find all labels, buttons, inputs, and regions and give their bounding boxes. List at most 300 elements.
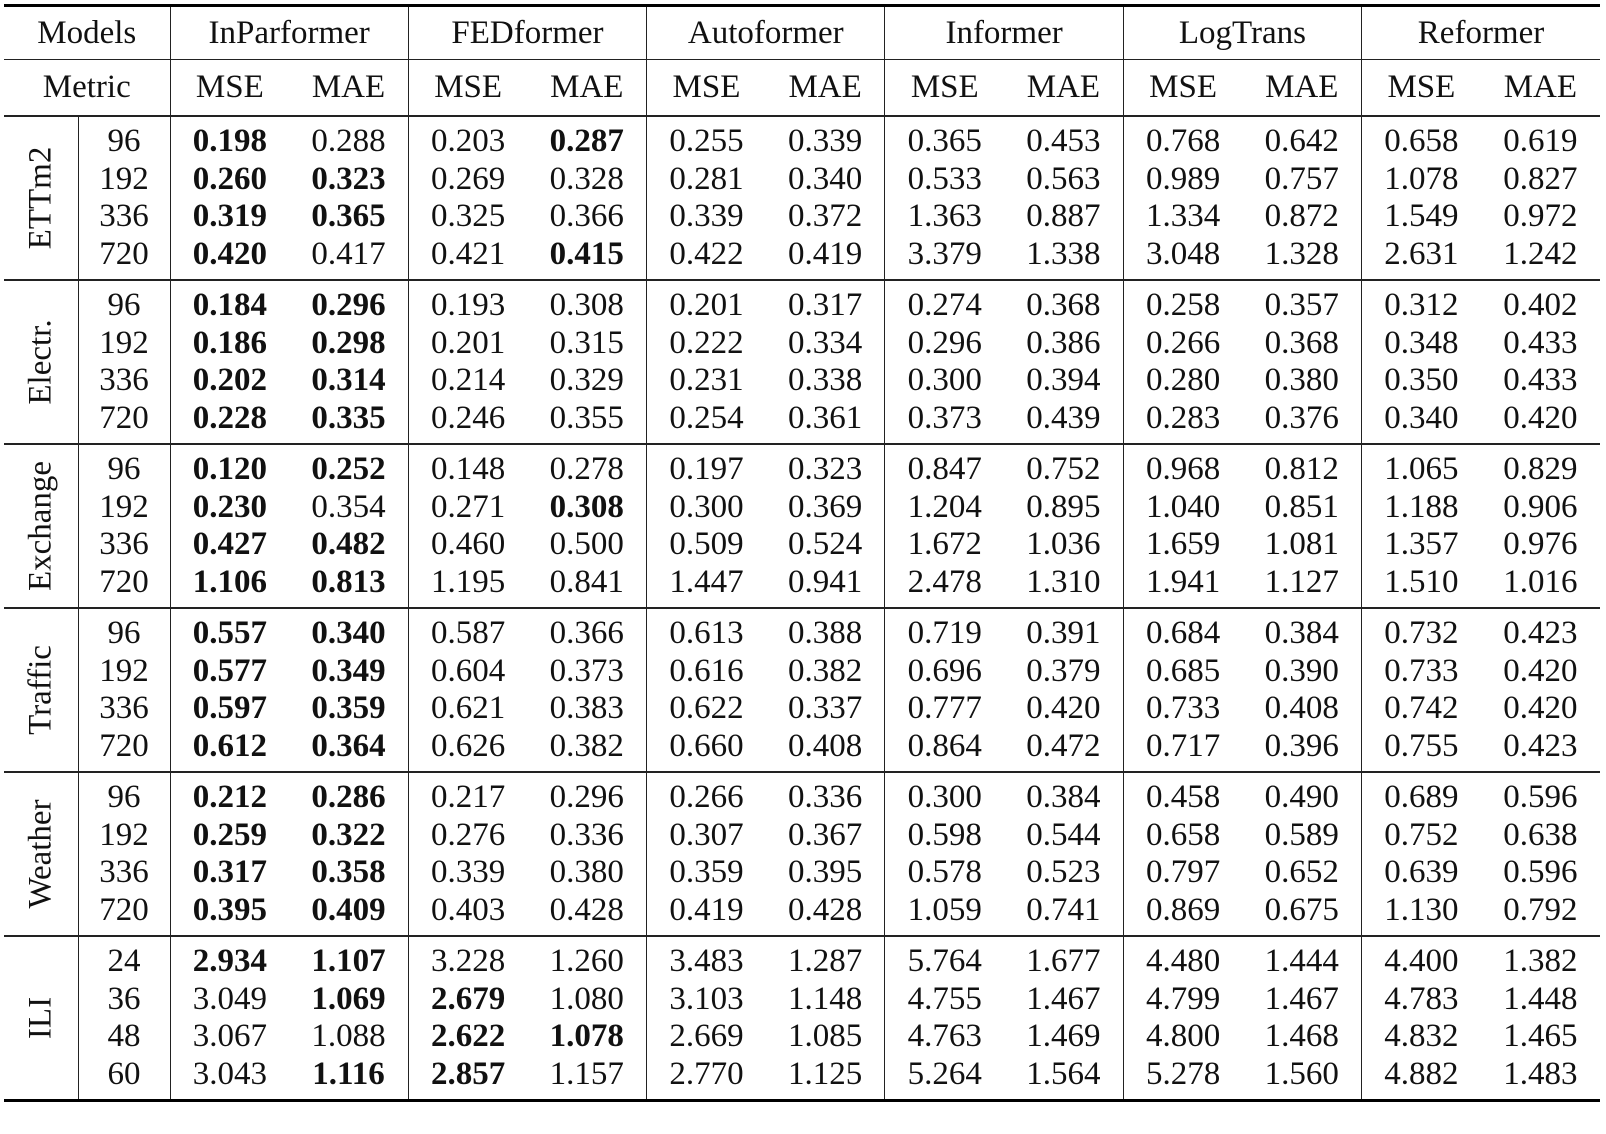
mae-value-cell: 0.619	[1481, 116, 1600, 161]
mae-value-cell: 0.298	[311, 324, 386, 361]
table-row	[4, 690, 1600, 728]
mse-value-cell: 0.847	[885, 444, 1004, 489]
dataset-label: Weather	[22, 799, 59, 909]
mae-value-cell: 1.157	[549, 1055, 624, 1092]
mae-value-cell: 1.287	[766, 936, 885, 981]
mae-value-cell: 1.560	[1264, 1055, 1339, 1092]
table-row	[4, 1056, 1600, 1101]
table-row	[4, 608, 1600, 653]
mae-value-cell: 0.391	[1004, 608, 1123, 653]
mae-value-cell: 0.365	[311, 198, 386, 235]
mae-value-cell: 0.355	[549, 399, 624, 436]
mse-value-cell: 2.770	[647, 1056, 766, 1101]
mae-value-cell: 0.395	[787, 854, 863, 891]
mae-value-cell: 0.563	[1026, 160, 1101, 197]
mse-value-cell: 0.283	[1123, 400, 1242, 445]
horizon-cell: 336	[78, 690, 170, 728]
mae-value-cell: 0.895	[1026, 488, 1101, 525]
mae-value-cell: 0.976	[1503, 526, 1578, 563]
mse-value-cell: 0.658	[1123, 817, 1242, 855]
mse-value-cell: 1.334	[1123, 198, 1242, 236]
mse-value-cell: 0.578	[885, 854, 1004, 892]
mse-value-cell: 4.832	[1362, 1018, 1481, 1056]
mae-value-cell: 0.335	[311, 399, 386, 436]
mse-value-cell: 0.989	[1123, 161, 1242, 199]
mae-value-cell: 0.812	[1242, 444, 1361, 489]
mse-value-cell: 0.612	[170, 728, 289, 773]
mse-value-cell: 0.319	[170, 198, 289, 236]
mae-value-cell: 0.354	[311, 488, 386, 525]
mse-value-cell: 0.621	[408, 690, 527, 728]
mse-value-cell: 0.339	[408, 854, 527, 892]
mae-value-cell: 0.364	[311, 727, 386, 764]
mse-value-cell: 2.669	[647, 1018, 766, 1056]
mse-value-cell: 0.201	[647, 280, 766, 325]
table-row	[4, 526, 1600, 564]
horizon-cell: 192	[78, 489, 170, 527]
table-row	[4, 981, 1600, 1019]
mae-value-cell: 0.336	[766, 772, 885, 817]
mse-value-cell: 1.059	[885, 892, 1004, 937]
model-header-reformer: Reformer	[1362, 6, 1600, 60]
mae-value-cell: 0.433	[1503, 362, 1578, 399]
mse-value-cell: 0.307	[647, 817, 766, 855]
mae-value-cell: 0.384	[1242, 608, 1361, 653]
mae-value-cell: 1.465	[1503, 1018, 1578, 1055]
mse-value-cell: 0.777	[885, 690, 1004, 728]
mae-value-cell: 0.380	[549, 854, 624, 891]
mse-value-cell: 0.598	[885, 817, 1004, 855]
mse-value-cell: 4.480	[1123, 936, 1242, 981]
horizon-cell: 96	[78, 116, 170, 161]
table-row	[4, 854, 1600, 892]
mse-value-cell: 4.763	[885, 1018, 1004, 1056]
mse-value-cell: 0.719	[885, 608, 1004, 653]
mse-value-cell: 0.193	[408, 280, 527, 325]
horizon-cell: 720	[78, 236, 170, 281]
mse-value-cell: 0.685	[1123, 653, 1242, 691]
table-row	[4, 444, 1600, 489]
mae-value-cell: 0.757	[1264, 160, 1339, 197]
mse-value-cell: 0.214	[408, 362, 527, 400]
mae-value-cell: 0.366	[527, 608, 646, 653]
mse-value-cell: 0.266	[1123, 325, 1242, 363]
mae-value-cell: 0.408	[1264, 690, 1339, 727]
mse-value-cell: 4.755	[885, 981, 1004, 1019]
mse-value-cell: 0.864	[885, 728, 1004, 773]
mae-value-cell: 0.906	[1503, 488, 1578, 525]
horizon-cell: 720	[78, 892, 170, 937]
horizon-cell: 96	[78, 772, 170, 817]
mae-value-cell: 0.390	[1264, 652, 1339, 689]
table-row	[4, 400, 1600, 445]
mae-value-cell: 0.382	[787, 652, 863, 689]
mae-value-cell: 0.373	[549, 652, 624, 689]
mse-value-cell: 0.186	[170, 325, 289, 363]
mae-value-cell: 0.357	[1242, 280, 1361, 325]
mae-value-cell: 0.589	[1264, 816, 1339, 853]
mae-value-cell: 0.386	[1026, 324, 1101, 361]
mae-value-cell: 0.423	[1481, 608, 1600, 653]
mse-value-cell: 0.300	[885, 362, 1004, 400]
mse-value-cell: 0.597	[170, 690, 289, 728]
mse-value-cell: 1.447	[647, 564, 766, 609]
model-header-inparformer: InParformer	[170, 6, 408, 60]
table-row	[4, 236, 1600, 281]
mse-value-cell: 3.379	[885, 236, 1004, 281]
horizon-cell: 96	[78, 280, 170, 325]
mse-value-cell: 0.460	[408, 526, 527, 564]
mae-value-cell: 0.317	[766, 280, 885, 325]
horizon-cell: 720	[78, 564, 170, 609]
mse-value-cell: 0.420	[170, 236, 289, 281]
mse-value-cell: 0.458	[1123, 772, 1242, 817]
mse-value-cell: 1.941	[1123, 564, 1242, 609]
mae-value-cell: 0.409	[311, 891, 386, 928]
mae-value-cell: 1.148	[787, 980, 863, 1017]
mae-value-cell: 1.338	[1026, 235, 1101, 272]
table-row	[4, 280, 1600, 325]
mse-value-cell: 3.483	[647, 936, 766, 981]
mae-value-cell: 0.596	[1481, 772, 1600, 817]
mae-value-cell: 0.490	[1242, 772, 1361, 817]
metric-mse: MSE	[1362, 60, 1481, 117]
mse-value-cell: 0.797	[1123, 854, 1242, 892]
mse-value-cell: 0.395	[170, 892, 289, 937]
mse-value-cell: 0.359	[647, 854, 766, 892]
metric-header-row	[4, 60, 1600, 117]
dataset-cell	[4, 116, 78, 280]
mse-value-cell: 1.659	[1123, 526, 1242, 564]
mae-value-cell: 0.652	[1264, 854, 1339, 891]
mae-value-cell: 0.379	[1026, 652, 1101, 689]
mae-value-cell: 1.069	[311, 980, 386, 1017]
mae-value-cell: 0.288	[289, 116, 408, 161]
horizon-cell: 336	[78, 526, 170, 564]
horizon-cell: 192	[78, 161, 170, 199]
mse-value-cell: 0.259	[170, 817, 289, 855]
mae-value-cell: 1.242	[1503, 235, 1578, 272]
metric-mse: MSE	[170, 60, 289, 117]
horizon-cell: 24	[78, 936, 170, 981]
mae-value-cell: 0.500	[549, 526, 624, 563]
horizon-cell: 192	[78, 325, 170, 363]
dataset-label: ETTm2	[22, 146, 59, 250]
mae-value-cell: 0.328	[549, 160, 624, 197]
mae-value-cell: 1.310	[1026, 563, 1101, 600]
mse-value-cell: 0.300	[885, 772, 1004, 817]
table-row	[4, 198, 1600, 236]
dataset-label: ILI	[22, 996, 59, 1040]
mae-value-cell: 0.278	[527, 444, 646, 489]
mae-value-cell: 0.420	[1503, 652, 1578, 689]
mae-value-cell: 0.384	[1004, 772, 1123, 817]
mse-value-cell: 0.613	[647, 608, 766, 653]
mae-value-cell: 0.396	[1264, 727, 1339, 764]
horizon-cell: 336	[78, 854, 170, 892]
mae-value-cell: 1.328	[1264, 235, 1339, 272]
mse-value-cell: 1.078	[1362, 161, 1481, 199]
mse-value-cell: 0.203	[408, 116, 527, 161]
table-row	[4, 362, 1600, 400]
mse-value-cell: 0.365	[885, 116, 1004, 161]
mae-value-cell: 1.469	[1026, 1018, 1101, 1055]
mae-value-cell: 0.453	[1004, 116, 1123, 161]
mae-value-cell: 0.642	[1242, 116, 1361, 161]
model-header-logtrans: LogTrans	[1123, 6, 1361, 60]
mse-value-cell: 0.577	[170, 653, 289, 691]
mae-value-cell: 0.380	[1264, 362, 1339, 399]
mae-value-cell: 0.349	[311, 652, 386, 689]
mae-value-cell: 0.420	[1026, 690, 1101, 727]
mse-value-cell: 0.246	[408, 400, 527, 445]
mae-value-cell: 0.308	[549, 488, 624, 525]
mae-value-cell: 1.677	[1004, 936, 1123, 981]
mse-value-cell: 4.799	[1123, 981, 1242, 1019]
mse-value-cell: 2.857	[408, 1056, 527, 1101]
mse-value-cell: 1.040	[1123, 489, 1242, 527]
mse-value-cell: 1.204	[885, 489, 1004, 527]
mse-value-cell: 0.660	[647, 728, 766, 773]
model-header-informer: Informer	[885, 6, 1123, 60]
model-header-autoformer: Autoformer	[647, 6, 885, 60]
mae-value-cell: 0.792	[1503, 891, 1578, 928]
table-row	[4, 489, 1600, 527]
mae-value-cell: 1.467	[1264, 980, 1339, 1017]
mse-value-cell: 0.684	[1123, 608, 1242, 653]
horizon-cell: 336	[78, 362, 170, 400]
metric-mae: MAE	[1481, 60, 1600, 117]
mse-value-cell: 0.266	[647, 772, 766, 817]
mse-value-cell: 5.278	[1123, 1056, 1242, 1101]
mse-value-cell: 0.184	[170, 280, 289, 325]
mse-value-cell: 0.254	[647, 400, 766, 445]
metric-mse: MSE	[885, 60, 1004, 117]
models-header-row	[4, 6, 1600, 60]
mae-value-cell: 1.448	[1503, 980, 1578, 1017]
table-row	[4, 325, 1600, 363]
mse-value-cell: 0.280	[1123, 362, 1242, 400]
metric-mae: MAE	[1004, 60, 1123, 117]
mse-value-cell: 0.509	[647, 526, 766, 564]
mae-value-cell: 0.383	[549, 690, 624, 727]
mae-value-cell: 0.376	[1264, 399, 1339, 436]
mae-value-cell: 0.423	[1503, 727, 1578, 764]
results-table	[4, 4, 1600, 1102]
mae-value-cell: 0.752	[1004, 444, 1123, 489]
mse-value-cell: 0.373	[885, 400, 1004, 445]
mae-value-cell: 0.544	[1026, 816, 1101, 853]
mse-value-cell: 0.340	[1362, 400, 1481, 445]
metric-mae: MAE	[1242, 60, 1361, 117]
mse-value-cell: 2.934	[170, 936, 289, 981]
mse-value-cell: 0.869	[1123, 892, 1242, 937]
horizon-cell: 192	[78, 653, 170, 691]
dataset-cell	[4, 608, 78, 772]
mse-value-cell: 0.587	[408, 608, 527, 653]
mae-value-cell: 1.036	[1026, 526, 1101, 563]
mse-value-cell: 0.755	[1362, 728, 1481, 773]
mse-value-cell: 5.764	[885, 936, 1004, 981]
mse-value-cell: 0.422	[647, 236, 766, 281]
metric-mse: MSE	[408, 60, 527, 117]
mse-value-cell: 0.557	[170, 608, 289, 653]
mse-value-cell: 0.231	[647, 362, 766, 400]
horizon-cell: 720	[78, 400, 170, 445]
mae-value-cell: 0.523	[1026, 854, 1101, 891]
mse-value-cell: 1.363	[885, 198, 1004, 236]
dataset-label: Exchange	[22, 460, 59, 592]
mae-value-cell: 1.078	[549, 1018, 624, 1055]
mse-value-cell: 0.276	[408, 817, 527, 855]
mae-value-cell: 1.127	[1264, 563, 1339, 600]
mae-value-cell: 0.941	[787, 563, 863, 600]
table-row	[4, 892, 1600, 937]
mae-value-cell: 1.016	[1503, 563, 1578, 600]
mse-value-cell: 1.357	[1362, 526, 1481, 564]
mae-value-cell: 0.286	[289, 772, 408, 817]
mae-value-cell: 0.339	[766, 116, 885, 161]
mse-value-cell: 5.264	[885, 1056, 1004, 1101]
mse-value-cell: 1.065	[1362, 444, 1481, 489]
mse-value-cell: 0.230	[170, 489, 289, 527]
mse-value-cell: 0.768	[1123, 116, 1242, 161]
mae-value-cell: 0.368	[1004, 280, 1123, 325]
mae-value-cell: 0.841	[549, 563, 624, 600]
mae-value-cell: 0.322	[311, 816, 386, 853]
mae-value-cell: 0.428	[549, 891, 624, 928]
mae-value-cell: 0.323	[766, 444, 885, 489]
mae-value-cell: 0.369	[787, 488, 863, 525]
mse-value-cell: 0.616	[647, 653, 766, 691]
mae-value-cell: 0.524	[787, 526, 863, 563]
mse-value-cell: 3.067	[170, 1018, 289, 1056]
mse-value-cell: 0.350	[1362, 362, 1481, 400]
mse-value-cell: 0.421	[408, 236, 527, 281]
mse-value-cell: 4.400	[1362, 936, 1481, 981]
mae-value-cell: 1.483	[1503, 1055, 1578, 1092]
mae-value-cell: 1.260	[527, 936, 646, 981]
dataset-label: Electr.	[22, 319, 59, 405]
mae-value-cell: 0.482	[311, 526, 386, 563]
mae-value-cell: 0.329	[549, 362, 624, 399]
mse-value-cell: 0.198	[170, 116, 289, 161]
mse-value-cell: 0.419	[647, 892, 766, 937]
mse-value-cell: 0.427	[170, 526, 289, 564]
mae-value-cell: 0.308	[527, 280, 646, 325]
mae-value-cell: 0.419	[787, 235, 863, 272]
mse-value-cell: 1.672	[885, 526, 1004, 564]
mse-value-cell: 0.348	[1362, 325, 1481, 363]
metric-mae: MAE	[289, 60, 408, 117]
horizon-cell: 192	[78, 817, 170, 855]
metric-mse: MSE	[1123, 60, 1242, 117]
dataset-cell	[4, 444, 78, 608]
mae-value-cell: 0.296	[289, 280, 408, 325]
models-label: Models	[37, 14, 137, 51]
mse-value-cell: 0.255	[647, 116, 766, 161]
mse-value-cell: 0.622	[647, 690, 766, 728]
mse-value-cell: 0.717	[1123, 728, 1242, 773]
mae-value-cell: 1.564	[1026, 1055, 1101, 1092]
mae-value-cell: 1.467	[1026, 980, 1101, 1017]
mae-value-cell: 0.428	[787, 891, 863, 928]
mae-value-cell: 0.315	[549, 324, 624, 361]
mae-value-cell: 0.827	[1503, 160, 1578, 197]
mae-value-cell: 0.675	[1264, 891, 1339, 928]
mae-value-cell: 0.420	[1503, 690, 1578, 727]
mse-value-cell: 0.604	[408, 653, 527, 691]
mae-value-cell: 1.080	[549, 980, 624, 1017]
table-row	[4, 772, 1600, 817]
mae-value-cell: 0.367	[787, 816, 863, 853]
mae-value-cell: 0.638	[1503, 816, 1578, 853]
mse-value-cell: 0.258	[1123, 280, 1242, 325]
horizon-cell: 48	[78, 1018, 170, 1056]
mae-value-cell: 0.472	[1026, 727, 1101, 764]
mae-value-cell: 0.420	[1503, 399, 1578, 436]
mse-value-cell: 0.228	[170, 400, 289, 445]
mae-value-cell: 1.107	[289, 936, 408, 981]
table-row	[4, 728, 1600, 773]
dataset-label: Traffic	[22, 645, 59, 735]
mse-value-cell: 0.733	[1362, 653, 1481, 691]
mse-value-cell: 0.312	[1362, 280, 1481, 325]
mse-value-cell: 0.742	[1362, 690, 1481, 728]
mse-value-cell: 0.626	[408, 728, 527, 773]
table-row	[4, 161, 1600, 199]
mse-value-cell: 0.271	[408, 489, 527, 527]
mse-value-cell: 3.043	[170, 1056, 289, 1101]
mse-value-cell: 0.732	[1362, 608, 1481, 653]
mse-value-cell: 0.300	[647, 489, 766, 527]
mse-value-cell: 0.222	[647, 325, 766, 363]
mae-value-cell: 0.372	[787, 198, 863, 235]
mse-value-cell: 2.478	[885, 564, 1004, 609]
mae-value-cell: 0.340	[289, 608, 408, 653]
mae-value-cell: 0.439	[1026, 399, 1101, 436]
mae-value-cell: 0.361	[787, 399, 863, 436]
mse-value-cell: 1.106	[170, 564, 289, 609]
horizon-cell: 720	[78, 728, 170, 773]
dataset-cell	[4, 936, 78, 1101]
mae-value-cell: 0.334	[787, 324, 863, 361]
mae-value-cell: 1.125	[787, 1055, 863, 1092]
mae-value-cell: 1.081	[1264, 526, 1339, 563]
horizon-cell: 96	[78, 444, 170, 489]
mae-value-cell: 0.972	[1503, 198, 1578, 235]
horizon-cell: 36	[78, 981, 170, 1019]
mse-value-cell: 0.733	[1123, 690, 1242, 728]
mae-value-cell: 0.741	[1026, 891, 1101, 928]
mse-value-cell: 2.631	[1362, 236, 1481, 281]
mae-value-cell: 0.338	[787, 362, 863, 399]
mse-value-cell: 0.148	[408, 444, 527, 489]
metric-mae: MAE	[766, 60, 885, 117]
mae-value-cell: 1.382	[1481, 936, 1600, 981]
mae-value-cell: 1.116	[312, 1055, 385, 1092]
mse-value-cell: 0.269	[408, 161, 527, 199]
mae-value-cell: 0.433	[1503, 324, 1578, 361]
mae-value-cell: 0.382	[549, 727, 624, 764]
mse-value-cell: 0.403	[408, 892, 527, 937]
mse-value-cell: 3.228	[408, 936, 527, 981]
mae-value-cell: 1.088	[311, 1018, 386, 1055]
mae-value-cell: 0.402	[1481, 280, 1600, 325]
mae-value-cell: 0.887	[1026, 198, 1101, 235]
mse-value-cell: 4.882	[1362, 1056, 1481, 1101]
horizon-cell: 60	[78, 1056, 170, 1101]
